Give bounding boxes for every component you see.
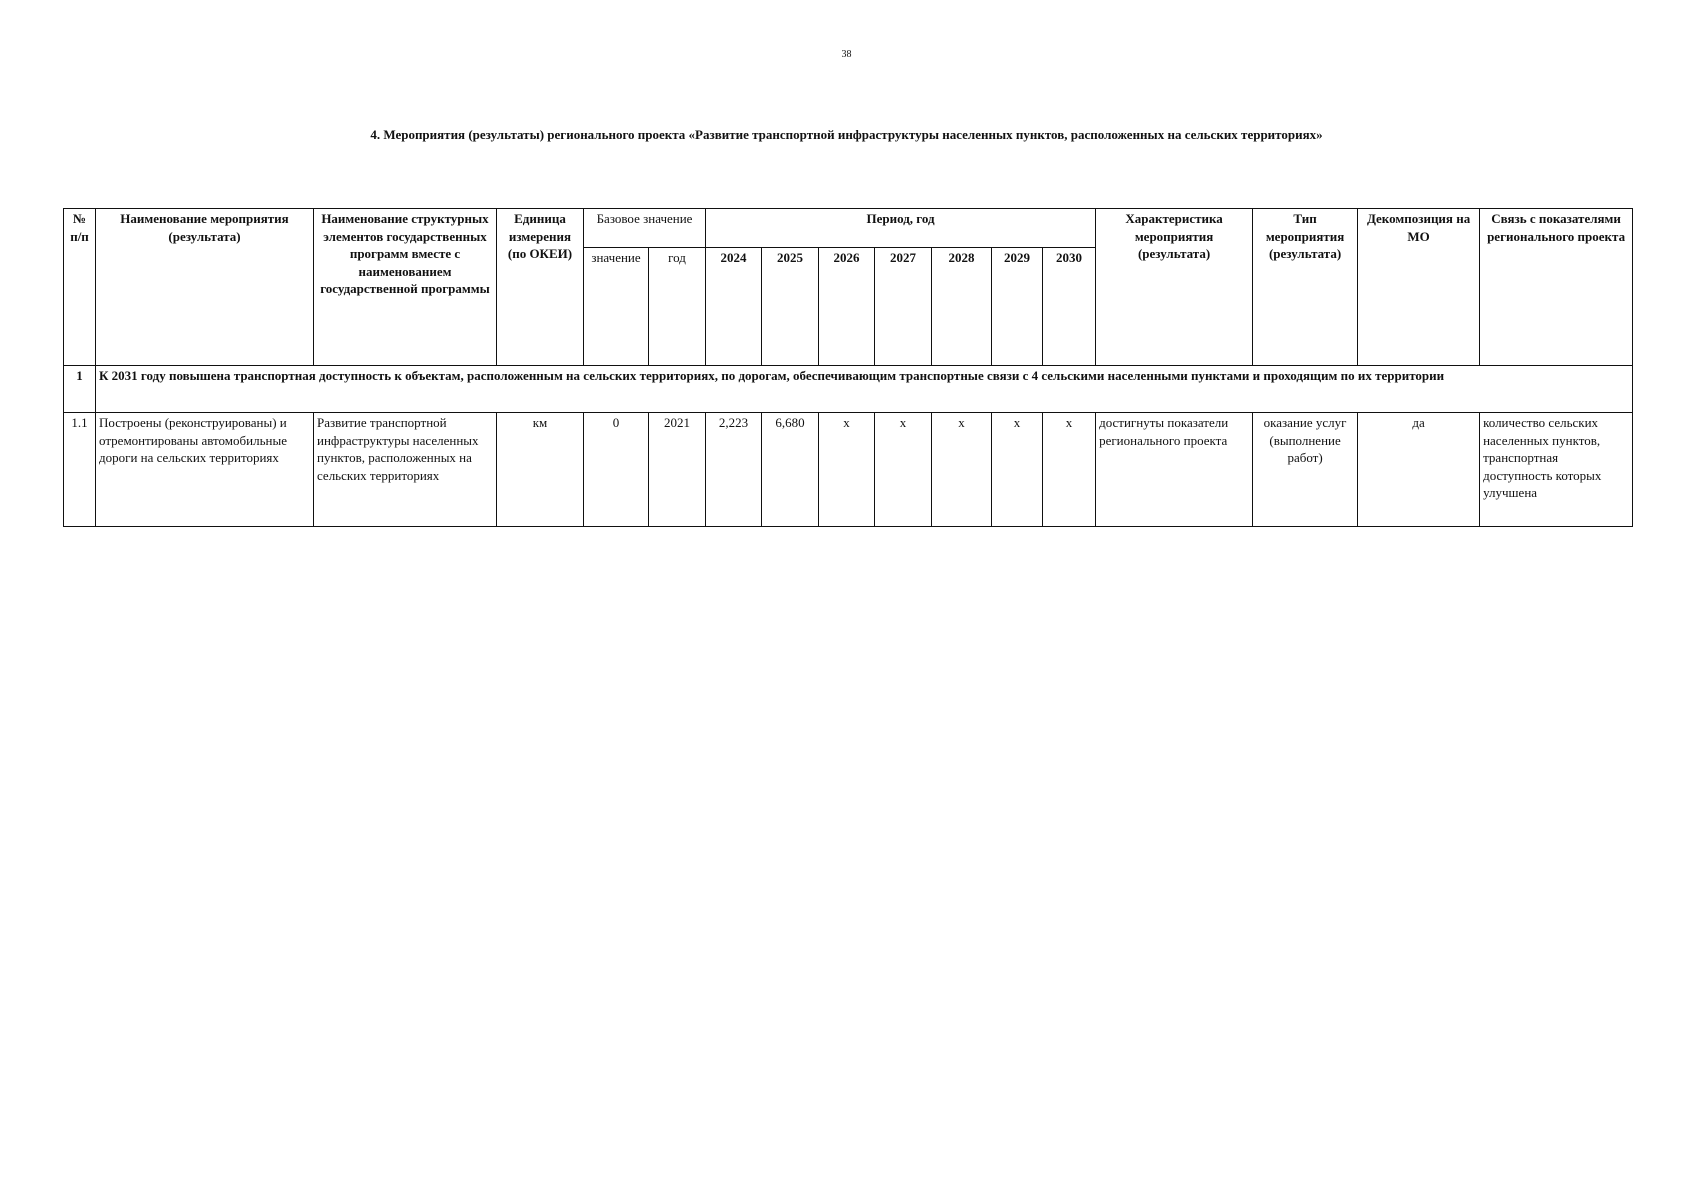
measures-table [63,208,1633,527]
row-unit: км [497,413,584,527]
header-year-2027: 2027 [875,248,932,366]
header-period: Период, год [706,209,1096,248]
row-type: оказание услуг (выполнение работ) [1253,413,1358,527]
row-base-value: 0 [584,413,649,527]
row-decomposition: да [1358,413,1480,527]
header-num: № п/п [64,209,96,366]
table-row [64,413,1633,527]
header-year-2025: 2025 [762,248,819,366]
header-base-year: год [649,248,706,366]
row-year-2025: 6,680 [762,413,819,527]
section-num: 1 [64,366,96,413]
page-number: 38 [841,49,852,60]
header-row-1 [64,209,1633,248]
header-decomposition: Декомпозиция на МО [1358,209,1480,366]
header-characteristic: Характеристика мероприятия (результата) [1096,209,1253,366]
header-year-2030: 2030 [1043,248,1096,366]
header-base-value: значение [584,248,649,366]
row-year-2028: x [932,413,992,527]
row-year-2027: x [875,413,932,527]
row-year-2029: x [992,413,1043,527]
row-year-2030: x [1043,413,1096,527]
header-structural: Наименование структурных элементов государственных программ вместе с наименованием государственной программы [314,209,497,366]
header-base: Базовое значение [584,209,706,248]
section-title: 4. Мероприятия (результаты) регионального проекта «Развитие транспортной инфраструктуры населенных пунктов, расположенных на сельских территориях» [370,127,1323,142]
header-type: Тип мероприятия (результата) [1253,209,1358,366]
header-year-2029: 2029 [992,248,1043,366]
row-characteristic: достигнуты показатели регионального проекта [1096,413,1253,527]
header-name: Наименование мероприятия (результата) [96,209,314,366]
section-row [64,366,1633,413]
row-year-2026: x [819,413,875,527]
row-num: 1.1 [64,413,96,527]
row-link: количество сельских населенных пунктов, транспортная доступность которых улучшена [1480,413,1633,527]
header-unit: Единица измерения (по ОКЕИ) [497,209,584,366]
header-year-2024: 2024 [706,248,762,366]
row-structural: Развитие транспортной инфраструктуры населенных пунктов, расположенных на сельских территориях [314,413,497,527]
row-year-2024: 2,223 [706,413,762,527]
header-link: Связь с показателями регионального проекта [1480,209,1633,366]
header-year-2026: 2026 [819,248,875,366]
row-base-year: 2021 [649,413,706,527]
header-year-2028: 2028 [932,248,992,366]
row-name: Построены (реконструированы) и отремонтированы автомобильные дороги на сельских территориях [96,413,314,527]
section-text: К 2031 году повышена транспортная доступность к объектам, расположенным на сельских территориях, по дорогам, обеспечивающим транспортные связи с 4 сельскими населенными пунктами и проходящим по их территории [96,366,1633,413]
